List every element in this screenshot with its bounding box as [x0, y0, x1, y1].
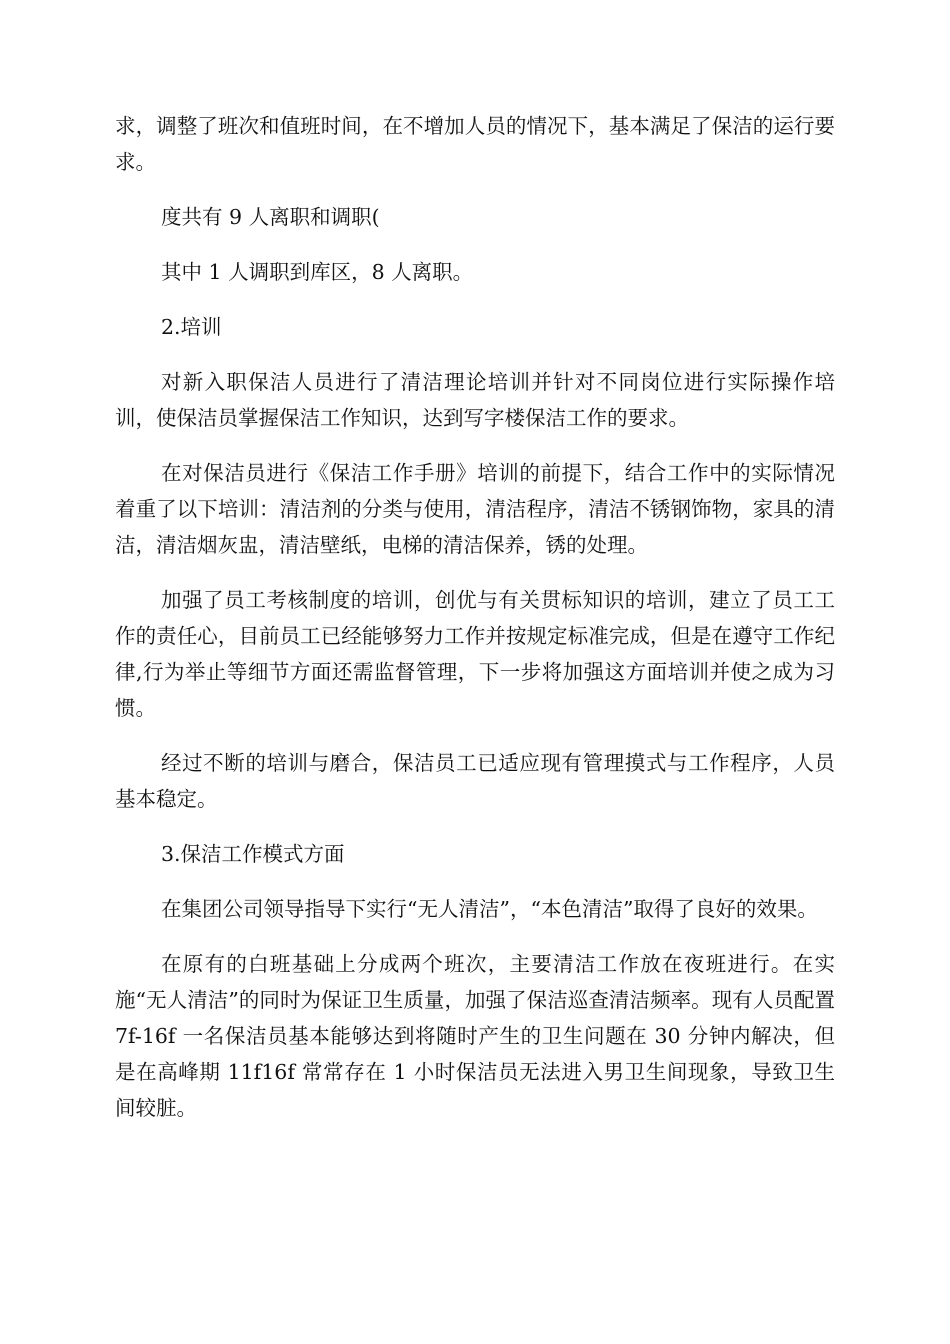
paragraph-staff-stability: 经过不断的培训与磨合，保洁员工已适应现有管理摸式与工作程序，人员基本稳定。: [115, 751, 835, 811]
paragraph-continuation: 求，调整了班次和值班时间，在不增加人员的情况下，基本满足了保洁的运行要求。: [115, 114, 835, 174]
paragraph-new-staff-training: 对新入职保洁人员进行了清洁理论培训并针对不同岗位进行实际操作培训，使保洁员掌握保洁工作知识，达到写字楼保洁工作的要求。: [115, 370, 835, 430]
paragraph-transfer-detail: 其中 1 人调职到库区，8 人离职。: [161, 260, 474, 284]
paragraph-unmanned-cleaning: 在集团公司领导指导下实行“无人清洁”，“本色清洁”取得了良好的效果。: [161, 897, 818, 921]
paragraph-assessment-training: 加强了员工考核制度的培训，创优与有关贯标知识的培训，建立了员工工作的责任心，目前员工已经能够努力工作并按规定标准完成，但是在遵守工作纪律,行为举止等细节方面还需监督管理，下一步将加强这方面培训并使之成为习惯。: [115, 588, 835, 720]
section-heading-work-mode: 3.保洁工作模式方面: [161, 842, 345, 866]
paragraph-shift-arrangement: 在原有的白班基础上分成两个班次，主要清洁工作放在夜班进行。在实施“无人清洁”的同时为保证卫生质量，加强了保洁巡查清洁频率。现有人员配置 7f-16f 一名保洁员基本能够达到将随时产生的卫生问题在 30 分钟内解决，但是在高峰期 11f16f 常常存在 1 小时保洁员无法进入男卫生间现象，导致卫生间较脏。: [115, 952, 835, 1120]
document-page: [115, 108, 835, 1126]
paragraph-departures: 度共有 9 人离职和调职(: [161, 205, 380, 229]
section-heading-training: 2.培训: [161, 315, 222, 339]
paragraph-manual-training: 在对保洁员进行《保洁工作手册》培训的前提下，结合工作中的实际情况着重了以下培训：清洁剂的分类与使用，清洁程序，清洁不锈钢饰物，家具的清洁，清洁烟灰盅，清洁壁纸，电梯的清洁保养，锈的处理。: [115, 461, 835, 557]
